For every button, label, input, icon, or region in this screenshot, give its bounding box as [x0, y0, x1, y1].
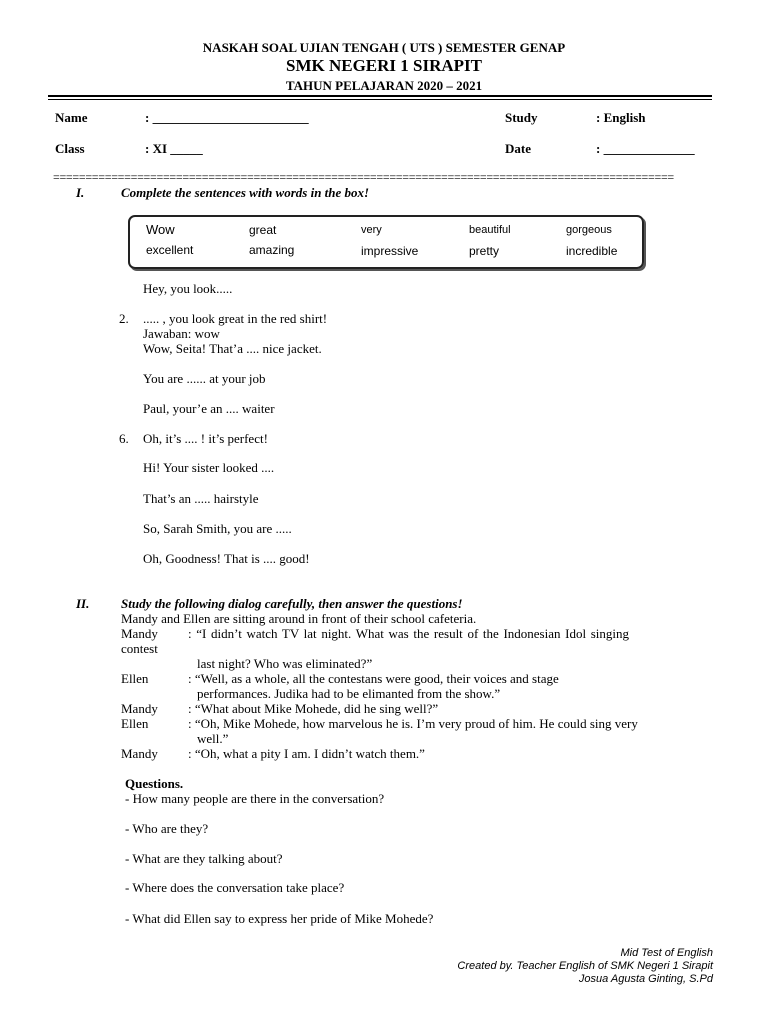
name-label: Name: [55, 110, 88, 125]
word-option: beautiful: [469, 224, 511, 236]
dialog-line: : “I didn’t watch TV lat night. What was the result of the Indonesian Idol singing: [188, 626, 630, 641]
exercise-item: Paul, your’e an .... waiter: [143, 401, 275, 416]
exercise-item-number: 6.: [119, 431, 129, 446]
footer-teacher: Josua Agusta Ginting, S.Pd: [578, 973, 713, 985]
question-item: - What are they talking about?: [125, 851, 283, 866]
dialog-speaker: Mandy: [121, 746, 158, 761]
word-option: Wow: [146, 222, 175, 237]
school-name: SMK NEGERI 1 SIRAPIT: [285, 56, 482, 75]
question-item: - How many people are there in the conversation?: [125, 791, 385, 806]
dialog-line: : “What about Mike Mohede, did he sing well?”: [188, 701, 439, 716]
academic-year: TAHUN PELAJARAN 2020 – 2021: [285, 78, 483, 93]
dialog-speaker: Ellen: [121, 716, 149, 731]
section-2-instruction: Study the following dialog carefully, then answer the questions!: [121, 596, 463, 611]
section-1-instruction: Complete the sentences with words in the box!: [121, 185, 370, 200]
exercise-item: Oh, Goodness! That is .... good!: [143, 551, 310, 566]
date-label: Date: [505, 141, 531, 156]
separator-line: ================================================================================================: [53, 170, 674, 184]
exam-header-line: NASKAH SOAL UJIAN TENGAH ( UTS ) SEMESTER GENAP: [202, 40, 566, 55]
date-field[interactable]: : ______________: [596, 141, 695, 156]
header-rule-thin: [48, 99, 712, 100]
word-option: amazing: [249, 243, 295, 257]
dialog-line: : “Oh, what a pity I am. I didn’t watch them.”: [188, 746, 425, 761]
question-item: - Where does the conversation take place?: [125, 880, 345, 895]
exercise-item: Hey, you look.....: [143, 281, 233, 296]
section-2-number: II.: [76, 596, 90, 611]
dialog-speaker: Mandy: [121, 701, 158, 716]
exercise-item: You are ...... at your job: [143, 371, 266, 386]
word-option: incredible: [566, 244, 618, 258]
word-box: [128, 215, 644, 269]
word-option: excellent: [146, 243, 194, 257]
class-field[interactable]: : XI _____: [145, 141, 203, 156]
word-option: impressive: [361, 244, 419, 258]
dialog-line: last night? Who was eliminated?”: [197, 656, 373, 671]
word-option: very: [361, 224, 382, 236]
dialog-line: well.”: [197, 731, 229, 746]
dialog-line: : “Oh, Mike Mohede, how marvelous he is. I’m very proud of him. He could sing very: [188, 716, 638, 731]
exercise-item: So, Sarah Smith, you are .....: [143, 521, 292, 536]
header-rule-thick: [48, 95, 712, 97]
word-option: gorgeous: [566, 224, 612, 236]
footer-title: Mid Test of English: [620, 947, 713, 959]
exercise-item: That’s an ..... hairstyle: [143, 491, 259, 506]
questions-title: Questions.: [125, 776, 184, 791]
footer-creator: Created by. Teacher English of SMK Negeri 1 Sirapit: [457, 960, 713, 972]
exercise-item: Oh, it’s .... ! it’s perfect!: [143, 431, 268, 446]
question-item: - What did Ellen say to express her pride of Mike Mohede?: [125, 911, 434, 926]
section-1-number: I.: [76, 185, 85, 200]
dialog-speaker: Mandy: [121, 626, 158, 641]
dialog-line: performances. Judika had to be elimanted from the show.”: [197, 686, 501, 701]
word-option: great: [249, 223, 277, 237]
class-label: Class: [55, 141, 85, 156]
dialog-line: : “Well, as a whole, all the contestans were good, their voices and stage: [188, 671, 559, 686]
word-option: pretty: [469, 244, 500, 258]
exercise-item: Wow, Seita! That’a .... nice jacket.: [143, 341, 322, 356]
exercise-item-number: 2.: [119, 311, 129, 326]
study-label: Study: [505, 110, 538, 125]
dialog-line: contest: [121, 641, 158, 656]
exercise-answer: Jawaban: wow: [143, 326, 220, 341]
dialog-speaker: Ellen: [121, 671, 149, 686]
question-item: - Who are they?: [125, 821, 209, 836]
exercise-item: Hi! Your sister looked ....: [143, 460, 275, 475]
dialog-intro: Mandy and Ellen are sitting around in front of their school cafeteria.: [121, 611, 477, 626]
name-field[interactable]: : ________________________: [145, 110, 309, 125]
study-value: : English: [596, 110, 646, 125]
exercise-item: ..... , you look great in the red shirt!: [143, 311, 328, 326]
